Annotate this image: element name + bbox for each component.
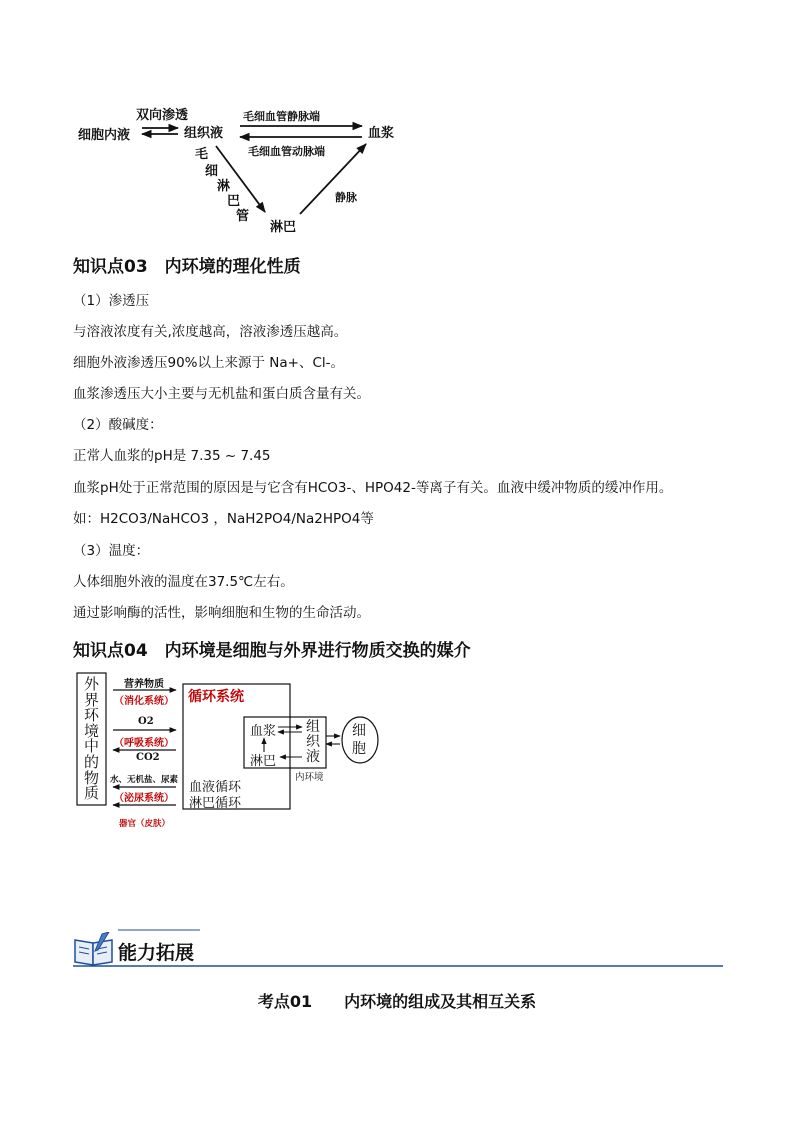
capillary-arterial-label: 毛细血管动脉端 [248, 145, 325, 158]
lymph-circulation-label: 淋巴循环 [189, 796, 242, 811]
tissue-char: 组 [306, 719, 320, 735]
paragraph-text: 细胞外液渗透压90%以上来源于 Na+、Cl-。 [73, 355, 345, 371]
tissue-char: 织 [306, 734, 320, 750]
lymph-capillary-char: 巴 [227, 194, 241, 209]
ability-title: 能力拓展 [118, 942, 195, 964]
blood-circulation-label: 血液循环 [189, 780, 242, 795]
waste-label: 水、无机盐、尿素 [110, 775, 179, 785]
paragraph: 血浆pH处于正常范围的原因是与它含有HCO3-、HPO42-等离子有关。血液中缓冲物质的缓冲作用。 [73, 480, 673, 496]
outside-char: 环 [84, 706, 100, 725]
internal-environment-label: 内环境 [295, 772, 324, 783]
co2-label: CO2 [136, 752, 160, 763]
bidirectional-osmosis-label: 双向渗透 [136, 108, 189, 123]
paragraph: 正常人血浆的pH是 7.35 ~ 7.45 [73, 448, 271, 464]
outside-char: 界 [84, 690, 100, 709]
o2-label: O2 [138, 716, 154, 727]
respiratory-system-label: （呼吸系统） [114, 738, 174, 749]
book-icon [72, 932, 118, 966]
cell-char: 胞 [352, 741, 366, 757]
lymph-label: 淋巴 [270, 220, 297, 235]
plasma-label: 血浆 [250, 724, 277, 739]
cell-char: 细 [352, 723, 366, 739]
ph-heading: （2）酸碱度： [73, 417, 163, 433]
lymph-capillary-char: 管 [236, 209, 250, 224]
outside-char: 物 [84, 768, 100, 787]
intracellular-fluid-label: 细胞内液 [78, 128, 131, 143]
digestive-system-label: （消化系统） [114, 696, 174, 707]
lymph-capillary-char: 细 [205, 164, 219, 179]
section-03-heading: 知识点03 内环境的理化性质 [73, 257, 301, 277]
section-04-heading: 知识点04 内环境是细胞与外界进行物质交换的媒介 [73, 641, 471, 661]
paragraph: 通过影响酶的活性，影响细胞和生物的生命活动。 [73, 605, 370, 621]
outside-char: 中 [84, 737, 100, 756]
outside-char: 境 [84, 721, 100, 740]
paragraph: 血浆渗透压大小主要与无机盐和蛋白质含量有关。 [73, 386, 370, 402]
capillary-venous-label: 毛细血管静脉端 [243, 110, 320, 123]
skin-organ-label: 器官（皮肤） [119, 819, 171, 829]
circulatory-system-label: 循环系统 [188, 689, 244, 705]
paragraph: 人体细胞外液的温度在37.5℃左右。 [73, 574, 294, 590]
osmotic-pressure-heading: （1）渗透压 [73, 293, 150, 309]
nutrients-label: 营养物质 [124, 679, 164, 690]
outside-char: 的 [84, 752, 100, 771]
lymph-capillary-char: 毛 [195, 147, 209, 162]
outside-char: 质 [84, 784, 100, 803]
outside-char: 外 [84, 675, 100, 693]
buffer-pairs: 如：H2CO3/NaHCO3 ，NaH2PO4/Na2HPO4等 [73, 511, 374, 527]
exam-point-title: 考点01 内环境的组成及其相互关系 [257, 992, 537, 1011]
urinary-system-label: （泌尿系统） [114, 793, 174, 804]
plasma-label: 血浆 [368, 126, 395, 141]
temperature-heading: （3）温度： [73, 543, 150, 559]
tissue-char: 液 [306, 749, 320, 765]
lymph-capillary-char: 淋 [217, 179, 231, 194]
vein-label: 静脉 [335, 191, 357, 204]
lymph-label: 淋巴 [250, 754, 277, 769]
paragraph: 与溶液浓度有关,浓度越高，溶液渗透压越高。 [73, 324, 348, 340]
tissue-fluid-label: 组织液 [184, 126, 224, 141]
